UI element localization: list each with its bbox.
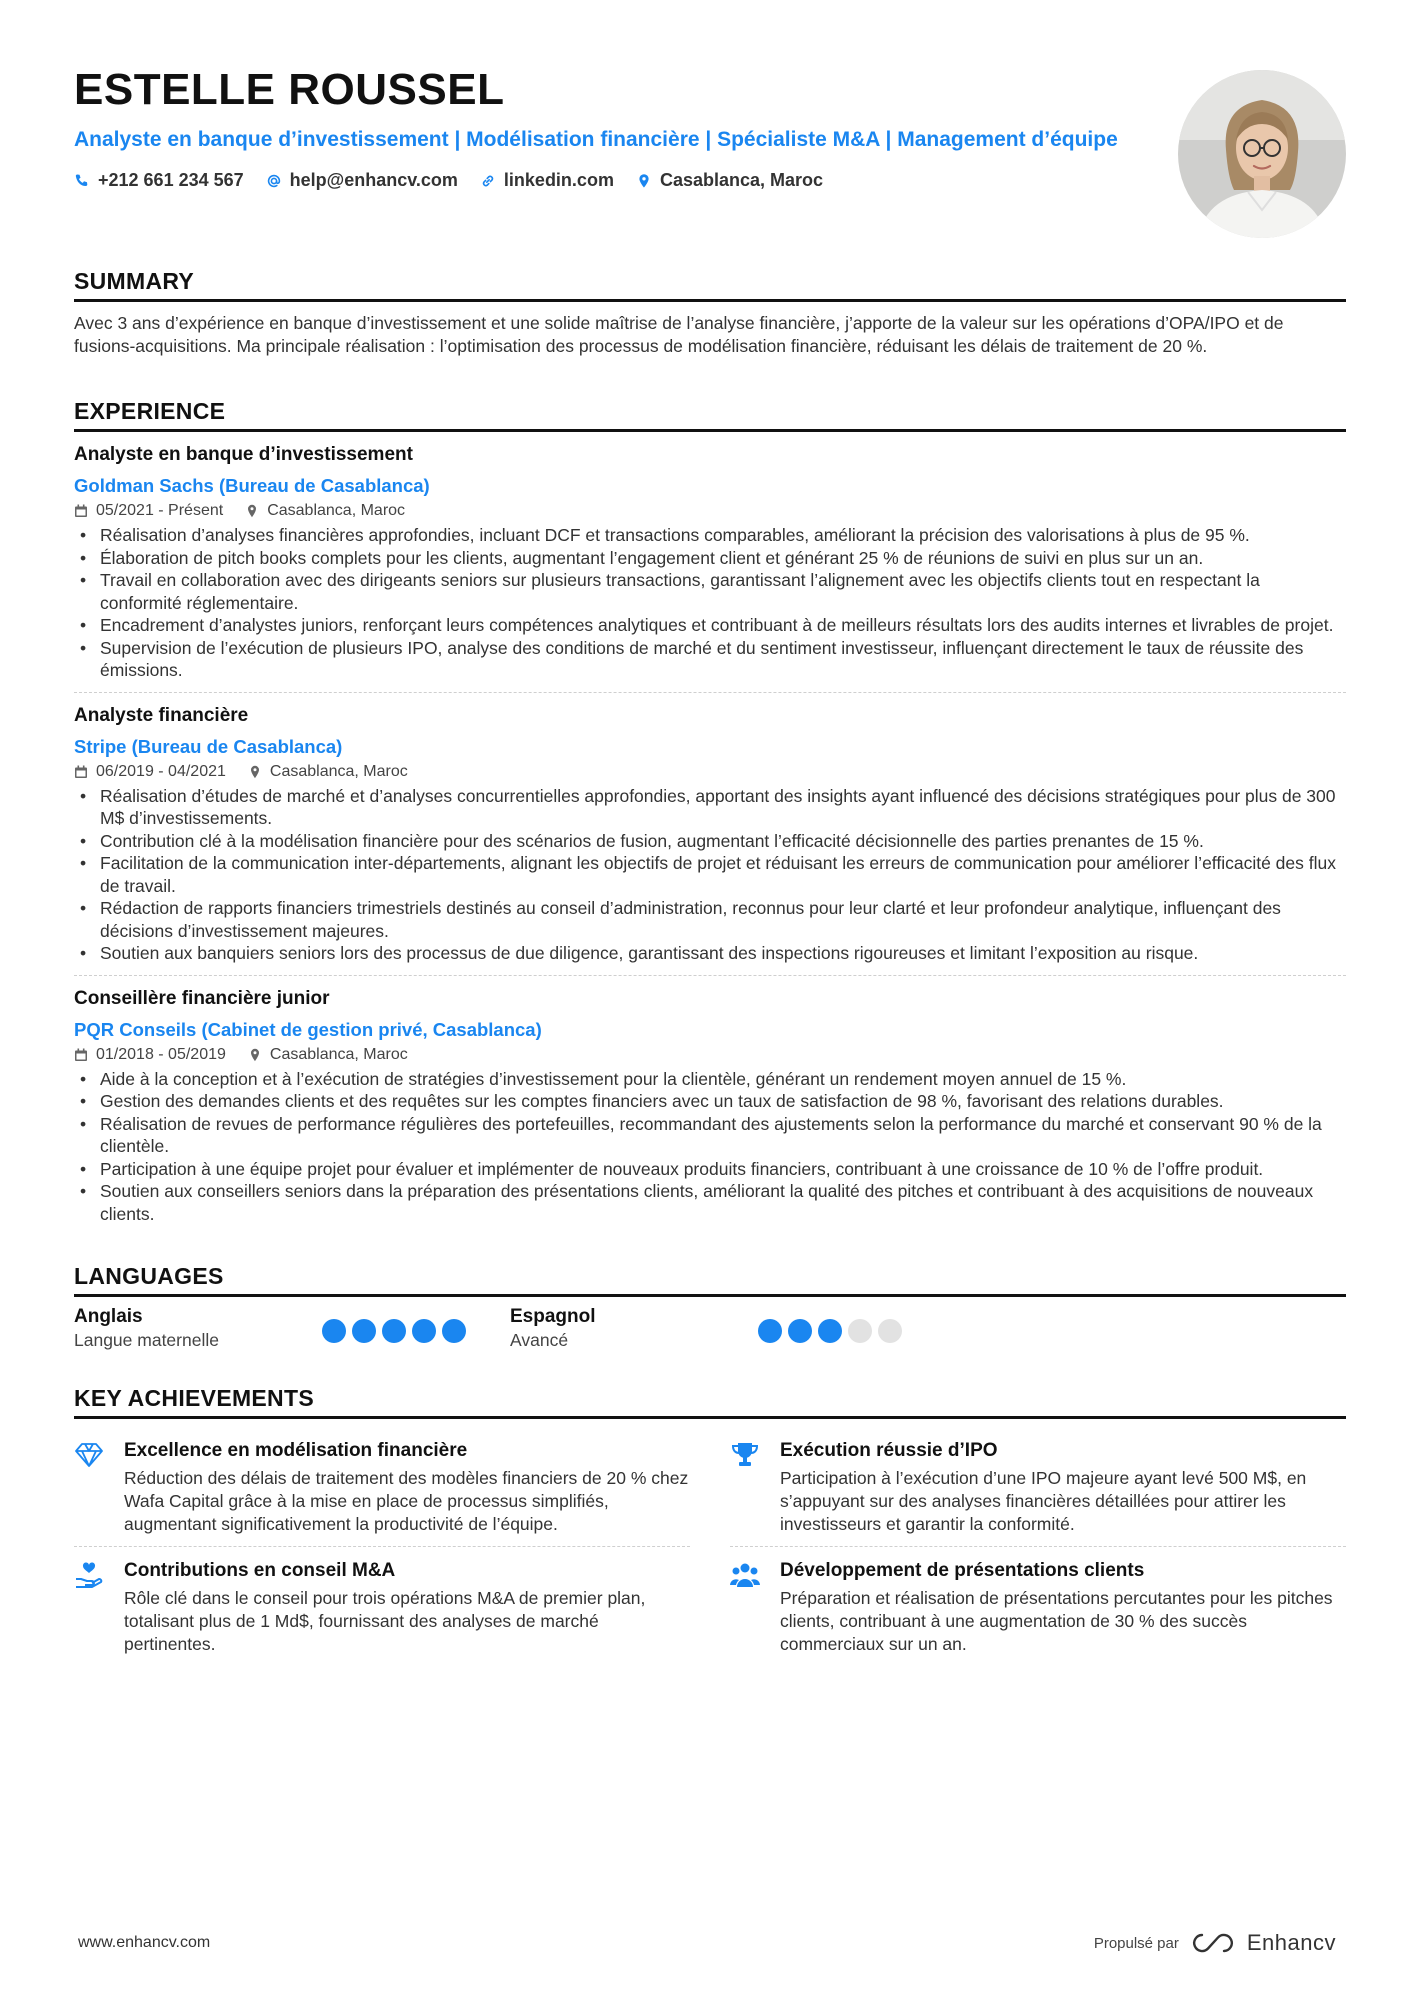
summary-section <box>74 268 1346 358</box>
contact-phone[interactable] <box>74 170 244 191</box>
achievement-desc: Rôle clé dans le conseil pour trois opérations M&A de premier plan, totalisant plus de 1 Md$, fournissant des analyses de marché pertinentes. <box>124 1588 646 1654</box>
achievement-item <box>730 1547 1346 1666</box>
footer-brand[interactable] <box>1094 1930 1336 1956</box>
page-footer <box>78 1930 1336 1956</box>
diamond-icon <box>74 1441 104 1469</box>
job-title: Conseillère financière junior <box>74 987 330 1009</box>
rating-dot-filled <box>818 1319 842 1343</box>
languages-section <box>74 1263 1346 1351</box>
job-bullets <box>74 1068 1346 1226</box>
language-name: Anglais <box>74 1306 143 1327</box>
phone-text: +212 661 234 567 <box>98 170 244 190</box>
summary-text: Avec 3 ans d’expérience en banque d’investissement et une solide maîtrise de l’analyse financière, j’apporte de la valeur sur les opérations d’OPA/IPO et de fusions-acquisitions. Ma principale réalisation : l’optimisation des processus de modélisation financière, réduisant les délais de traitement de 20 %. <box>74 313 1284 356</box>
contact-location <box>636 170 823 191</box>
achievement-desc: Réduction des délais de traitement des modèles financiers de 20 % chez Wafa Capital grâce à la mise en place de processus simplifiés, augmentant significativement la productivité de l’équipe. <box>124 1468 689 1534</box>
achievement-item <box>74 1547 690 1666</box>
resume-page <box>74 62 1346 1666</box>
contact-email[interactable] <box>266 170 458 191</box>
contact-linkedin[interactable] <box>480 170 614 191</box>
link-icon <box>480 173 496 189</box>
job-meta <box>74 763 1346 781</box>
achievement-desc: Participation à l’exécution d’une IPO majeure ayant levé 500 M$, en s’appuyant sur des analyses financières détaillées pour attirer les investisseurs et garantir la conformité. <box>780 1468 1307 1534</box>
hand-heart-icon <box>74 1561 104 1589</box>
resume-header <box>74 65 1346 268</box>
enhancv-logo-icon <box>1191 1932 1235 1954</box>
email-text: help@enhancv.com <box>289 170 458 190</box>
footer-website-link[interactable]: www.enhancv.com <box>78 1934 211 1951</box>
language-level: Avancé <box>510 1330 569 1350</box>
rating-dot-filled <box>322 1319 346 1343</box>
calendar-icon <box>74 765 88 779</box>
job-dates: 05/2021 - Présent <box>96 502 224 519</box>
experience-section <box>74 398 1346 1225</box>
achievement-title: Exécution réussie d’IPO <box>780 1440 998 1461</box>
job-location: Casablanca, Maroc <box>269 1045 408 1063</box>
profile-photo <box>1178 70 1346 238</box>
bullet-item: • Participation à une équipe projet pour évaluer et implémenter de nouveaux produits financiers, contribuant à une croissance de 10 % de l’offre produit. <box>74 1158 1346 1181</box>
rating-dot-filled <box>758 1319 782 1343</box>
achievement-item <box>730 1427 1346 1547</box>
achievements-grid <box>74 1427 1346 1666</box>
languages-heading: LANGUAGES <box>74 1263 1346 1297</box>
bullet-item: • Réalisation d’analyses financières approfondies, incluant DCF et transactions comparables, améliorant la précision des valorisations à plus de 95 %. <box>74 524 1346 547</box>
bullet-item: • Encadrement d’analystes juniors, renforçant leurs compétences analytiques et contribuant à de meilleurs résultats lors des audits internes et livrables de projet. <box>74 614 1346 637</box>
language-item <box>74 1305 510 1351</box>
rating-dot-empty <box>848 1319 872 1343</box>
location-pin-icon <box>248 765 262 779</box>
bullet-item: • Rédaction de rapports financiers trimestriels destinés au conseil d’administration, reconnus pour leur clarté et leur profondeur analytique, influençant des décisions d’investissement majeures. <box>74 897 1346 942</box>
job-location: Casablanca, Maroc <box>267 502 406 519</box>
job-meta <box>74 1046 1346 1064</box>
bullet-item: • Facilitation de la communication inter-départements, alignant les objectifs de projet et réduisant les erreurs de communication pour améliorer l’efficacité des flux de travail. <box>74 852 1346 897</box>
job-bullets <box>74 524 1346 682</box>
experience-heading: EXPERIENCE <box>74 398 1346 432</box>
job-entry <box>74 432 1346 682</box>
bullet-item: • Réalisation de revues de performance régulières des portefeuilles, recommandant des ajustements selon la performance du marché et conservant 90 % de la clientèle. <box>74 1113 1346 1158</box>
calendar-icon <box>74 504 88 518</box>
language-rating <box>322 1319 466 1351</box>
achievement-item <box>74 1427 690 1547</box>
location-pin-icon <box>245 504 259 518</box>
trophy-icon <box>730 1441 760 1469</box>
language-level: Langue maternelle <box>74 1330 219 1350</box>
job-title: Analyste en banque d’investissement <box>74 444 413 465</box>
powered-by-label: Propulsé par <box>1093 1934 1179 1952</box>
achievement-title: Excellence en modélisation financière <box>124 1440 468 1461</box>
group-icon <box>730 1561 760 1589</box>
achievements-heading: KEY ACHIEVEMENTS <box>74 1385 1346 1419</box>
rating-dot-filled <box>352 1319 376 1343</box>
job-company: Stripe (Bureau de Casablanca) <box>74 735 343 757</box>
job-title: Analyste financière <box>74 704 249 726</box>
candidate-tagline: Analyste en banque d’investissement | Modélisation financière | Spécialiste M&A | Management d’équipe <box>74 128 1118 151</box>
job-meta <box>74 502 1346 520</box>
summary-heading: SUMMARY <box>74 268 1346 302</box>
rating-dot-filled <box>412 1319 436 1343</box>
job-bullets <box>74 785 1346 965</box>
candidate-name: ESTELLE ROUSSEL <box>74 65 505 114</box>
job-company: PQR Conseils (Cabinet de gestion privé, Casablanca) <box>74 1018 542 1040</box>
location-text: Casablanca, Maroc <box>659 170 824 190</box>
job-company: Goldman Sachs (Bureau de Casablanca) <box>74 475 430 496</box>
rating-dot-empty <box>878 1319 902 1343</box>
rating-dot-filled <box>382 1319 406 1343</box>
bullet-item: • Soutien aux banquiers seniors lors des processus de due diligence, garantissant des inspections rigoureuses et limitant l’exposition au risque. <box>74 942 1346 965</box>
achievements-section <box>74 1385 1346 1666</box>
job-entry <box>74 975 1346 1226</box>
linkedin-text: linkedin.com <box>503 170 614 190</box>
rating-dot-filled <box>442 1319 466 1343</box>
bullet-item: • Gestion des demandes clients et des requêtes sur les comptes financiers avec un taux de satisfaction de 98 %, favorisant des relations durables. <box>74 1090 1346 1113</box>
language-rating <box>758 1319 902 1351</box>
bullet-item: • Soutien aux conseillers seniors dans la préparation des présentations clients, améliorant la qualité des pitches et contribuant à des acquisitions de nouveaux clients. <box>74 1180 1346 1225</box>
bullet-item: • Travail en collaboration avec des dirigeants seniors sur plusieurs transactions, garantissant l’alignement avec les objectifs clients tout en respectant la conformité réglementaire. <box>74 569 1346 614</box>
job-location: Casablanca, Maroc <box>269 762 408 780</box>
language-item <box>510 1305 946 1351</box>
rating-dot-filled <box>788 1319 812 1343</box>
location-pin-icon <box>636 173 652 189</box>
achievement-desc: Préparation et réalisation de présentations percutantes pour les pitches clients, contribuant à une augmentation de 30 % des succès commerciaux sur un an. <box>780 1588 1333 1654</box>
at-icon <box>266 173 282 189</box>
bullet-item: • Contribution clé à la modélisation financière pour des scénarios de fusion, augmentant l’efficacité décisionnelle des parties prenantes de 15 %. <box>74 830 1346 853</box>
phone-icon <box>74 173 90 189</box>
contact-row <box>74 170 1346 191</box>
bullet-item: • Élaboration de pitch books complets pour les clients, augmentant l’engagement client et générant 25 % de réunions de suivi en plus sur un an. <box>74 547 1346 570</box>
calendar-icon <box>74 1048 88 1062</box>
job-dates: 01/2018 - 05/2019 <box>96 1045 226 1063</box>
language-name: Espagnol <box>510 1306 596 1327</box>
achievement-title: Développement de présentations clients <box>780 1560 1145 1581</box>
achievement-title: Contributions en conseil M&A <box>124 1560 396 1581</box>
brand-name: Enhancv <box>1246 1930 1336 1955</box>
location-pin-icon <box>248 1048 262 1062</box>
job-dates: 06/2019 - 04/2021 <box>96 762 226 780</box>
bullet-item: • Aide à la conception et à l’exécution de stratégies d’investissement pour la clientèle, générant un rendement moyen annuel de 15 %. <box>74 1068 1346 1091</box>
bullet-item: • Supervision de l’exécution de plusieurs IPO, analyse des conditions de marché et du sentiment investisseur, influençant directement le taux de réussite des émissions. <box>74 637 1346 682</box>
languages-list <box>74 1305 1346 1351</box>
job-entry <box>74 692 1346 965</box>
bullet-item: • Réalisation d’études de marché et d’analyses concurrentielles approfondies, apportant des insights ayant influencé des décisions stratégiques pour plus de 300 M$ d’investissements. <box>74 785 1346 830</box>
